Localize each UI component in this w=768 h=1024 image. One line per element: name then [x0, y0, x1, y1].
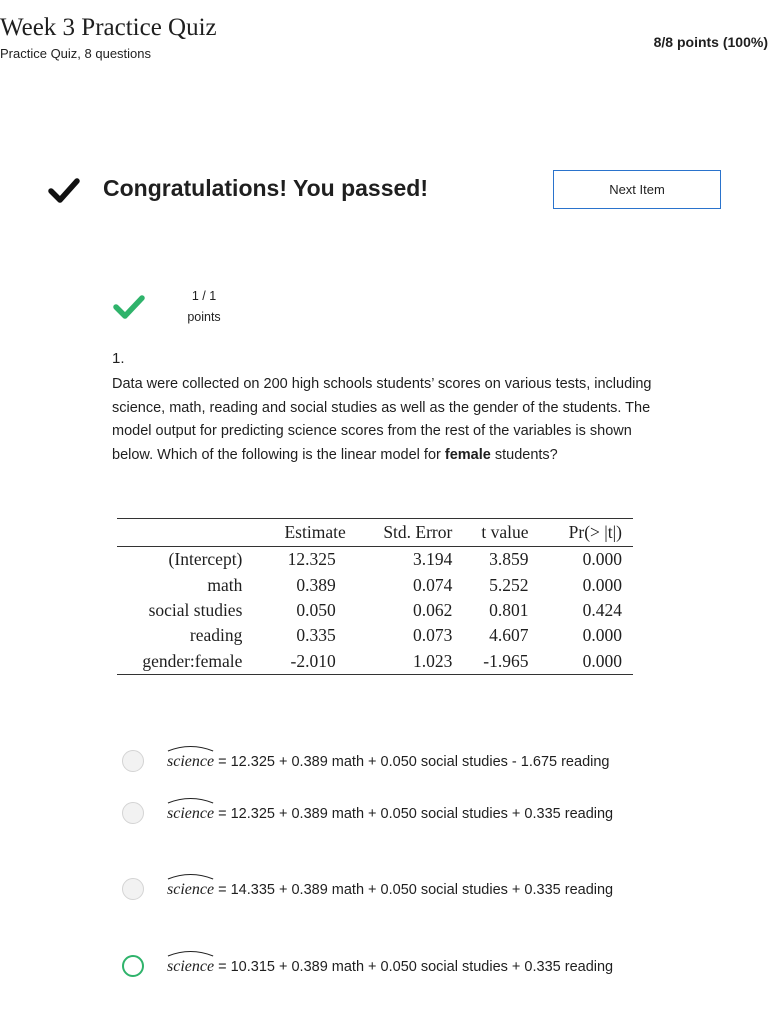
table-row	[117, 547, 633, 573]
option-equation: = 10.315 + 0.389 math + 0.050 social studies + 0.335 reading	[214, 959, 614, 975]
points-label: points	[187, 310, 221, 324]
table-row	[117, 572, 633, 597]
science-hat-variable	[167, 750, 214, 774]
radio-button[interactable]	[122, 802, 144, 824]
table-cell: 0.000	[582, 650, 622, 671]
table-cell: 5.252	[489, 574, 529, 595]
table-cell: 0.335	[296, 625, 336, 646]
table-header-cell	[117, 519, 242, 547]
table-cell: 1.023	[412, 650, 453, 671]
points-value: 1 / 1	[191, 289, 217, 303]
option-equation: = 12.325 + 0.389 math + 0.050 social studies - 1.675 reading	[214, 754, 610, 770]
hat-icon	[167, 872, 214, 880]
next-item-button[interactable]: Next Item	[553, 170, 721, 209]
table-cell: 0.074	[412, 574, 453, 595]
question-text-after: students?	[490, 446, 558, 463]
science-hat-variable	[167, 878, 214, 902]
table-cell: 0.424	[582, 599, 622, 620]
option-variable: science	[167, 881, 215, 898]
question-number: 1.	[112, 350, 125, 367]
regression-table	[117, 518, 633, 675]
question-text	[112, 373, 672, 467]
hat-icon	[167, 796, 214, 804]
science-hat-variable	[167, 802, 214, 826]
table-cell: social studies	[148, 599, 243, 620]
option-variable: science	[167, 805, 215, 822]
score-summary: 8/8 points (100%)	[653, 34, 768, 50]
question-text-before: Data were collected on 200 high schools students’ scores on various tests, including science, math, reading and social studies as well as the gender of the students. The model output for predicting science scores from the rest of the variables is shown below. Which of the following is the linear model for	[112, 376, 652, 463]
table-cell: 3.859	[489, 549, 529, 570]
table-header-cell: Estimate	[242, 519, 345, 547]
option-variable: science	[167, 753, 215, 770]
option-text	[167, 955, 657, 979]
table-cell: 0.000	[582, 549, 622, 570]
check-icon	[48, 176, 80, 204]
radio-button[interactable]	[122, 878, 144, 900]
table-header-row	[117, 519, 633, 547]
table-row	[117, 649, 633, 675]
question-text-bold: female	[444, 446, 491, 463]
table-row	[117, 623, 633, 648]
option-equation: = 14.335 + 0.389 math + 0.050 social studies + 0.335 reading	[214, 882, 614, 898]
radio-button[interactable]	[122, 750, 144, 772]
table-cell: math	[207, 574, 243, 595]
pass-message: Congratulations! You passed!	[103, 175, 429, 201]
option-text	[167, 802, 657, 826]
table-cell: 12.325	[287, 549, 336, 570]
table-cell: 4.607	[489, 625, 529, 646]
table-cell: (Intercept)	[168, 549, 243, 570]
table-cell: gender:female	[142, 650, 243, 671]
table-cell: 0.062	[412, 599, 453, 620]
table-row	[117, 598, 633, 623]
science-hat-variable	[167, 955, 214, 979]
table-cell: 0.000	[582, 574, 622, 595]
question-points	[178, 286, 230, 328]
table-cell: 3.194	[412, 549, 453, 570]
quiz-subtitle: Practice Quiz, 8 questions	[0, 46, 152, 61]
table-cell: 0.389	[296, 574, 336, 595]
option-variable: science	[167, 958, 215, 975]
option-text	[167, 750, 657, 774]
table-cell: -1.965	[483, 650, 529, 671]
correct-check-icon	[113, 294, 145, 320]
table-cell: reading	[189, 625, 243, 646]
table-cell: 0.801	[489, 599, 529, 620]
quiz-title: Week 3 Practice Quiz	[0, 14, 217, 41]
option-text	[167, 878, 657, 902]
table-header-cell: Std. Error	[346, 519, 453, 547]
table-header-cell: t value	[452, 519, 528, 547]
option-equation: = 12.325 + 0.389 math + 0.050 social studies + 0.335 reading	[214, 806, 614, 822]
hat-icon	[167, 949, 214, 957]
radio-button-selected-correct[interactable]	[122, 955, 144, 977]
table-cell: 0.000	[582, 625, 622, 646]
hat-icon	[167, 744, 214, 752]
table-cell: 0.050	[296, 599, 336, 620]
table-header-cell: Pr(> |t|)	[529, 519, 634, 547]
table-cell: 0.073	[412, 625, 453, 646]
table-cell: -2.010	[290, 650, 336, 671]
